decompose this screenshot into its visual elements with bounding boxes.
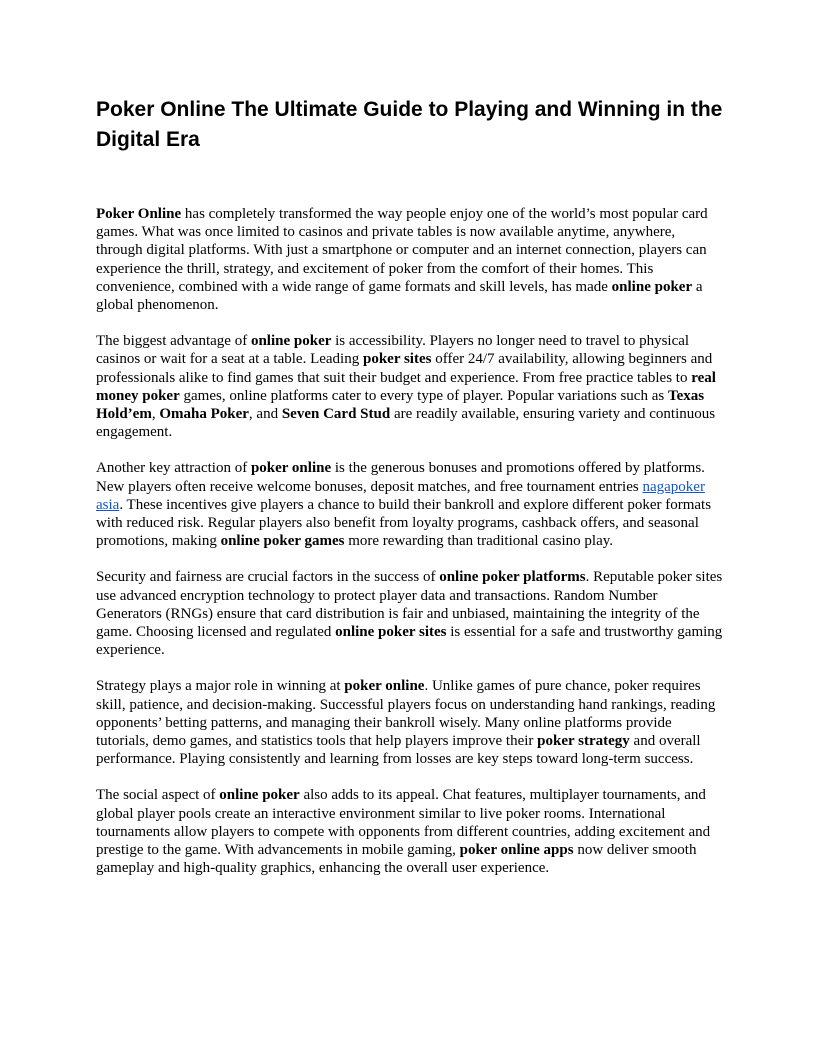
- body-text: Strategy plays a major role in winning at: [96, 678, 345, 695]
- body-text: Another key attraction of: [96, 460, 251, 477]
- bold-text: poker online: [344, 678, 425, 695]
- nagapoker-asia-link[interactable]: nagapoker asia: [96, 478, 705, 513]
- bold-text: online poker: [250, 333, 332, 350]
- bold-text: online poker platforms: [439, 569, 586, 586]
- bold-text: online poker sites: [335, 624, 447, 641]
- body-text: . These incentives give players a chance to build their bankroll and explore different poker formats with reduced risk. Regular players also benefit from loyalty programs, cashback offers, and seasonal promotions, making: [96, 496, 712, 550]
- body-text: has completely transformed the way people enjoy one of the world’s most popular card games. What was once limited to casinos and private tables is now available anytime, anywhere, through digital platforms. With just a smartphone or computer and an internet connection, players can experience the thrill, strategy, and excitement of poker from the comfort of their homes. This convenience, combined with a wide range of game formats and skill levels, has made: [96, 206, 708, 295]
- bold-text: online poker: [219, 787, 300, 804]
- page-title: Poker Online The Ultimate Guide to Playing and Winning in the Digital Era: [96, 98, 723, 151]
- bold-text: poker online: [250, 460, 332, 477]
- body-text: games, online platforms cater to every type of player. Popular variations such as: [179, 387, 668, 404]
- body-text: , and: [248, 406, 282, 423]
- bold-text: poker online apps: [459, 842, 574, 859]
- bold-text: Texas Hold’em: [96, 387, 705, 423]
- bold-text: online poker: [611, 278, 693, 295]
- bold-text: Omaha Poker: [159, 406, 249, 423]
- body-text: and overall performance. Playing consistently and learning from losses are key steps toward long-term success.: [96, 733, 701, 768]
- body-text: a global phenomenon.: [96, 278, 703, 314]
- paragraph-accessibility: [96, 332, 724, 441]
- paragraph-strategy: [96, 677, 724, 768]
- body-text: The social aspect of: [96, 787, 220, 804]
- article-body: [96, 205, 724, 878]
- paragraph-social: [96, 786, 724, 877]
- body-text: is essential for a safe and trustworthy gaming experience.: [96, 624, 723, 659]
- body-text: The biggest advantage of: [96, 333, 251, 350]
- paragraph-security: [96, 568, 724, 659]
- bold-text: poker strategy: [537, 733, 630, 750]
- bold-text: Poker Online: [96, 206, 182, 222]
- body-text: is accessibility. Players no longer need to travel to physical casinos or wait for a seat at a table. Leading: [96, 333, 690, 368]
- paragraph-bonuses: [96, 459, 724, 550]
- body-text: offer 24/7 availability, allowing beginners and professionals alike to find games that suit their budget and experience. From free practice tables to: [96, 351, 713, 386]
- paragraph-intro: [96, 205, 724, 314]
- bold-text: real money poker: [96, 369, 716, 404]
- body-text: is the generous bonuses and promotions offered by platforms. New players often receive welcome bonuses, deposit matches, and free tournament entries: [96, 460, 705, 495]
- body-text: also adds to its appeal. Chat features, multiplayer tournaments, and global player pools create an interactive environment similar to live poker rooms. International tournaments allow players to compete with opponents from different countries, adding excitement and prestige to the game. With advancements in mobile gaming,: [96, 787, 711, 859]
- bold-text: poker sites: [362, 351, 432, 368]
- body-text: ,: [151, 406, 160, 423]
- body-text: Security and fairness are crucial factors in the success of: [96, 569, 440, 586]
- body-text: now deliver smooth gameplay and high-quality graphics, enhancing the overall user experience.: [96, 842, 697, 877]
- body-text: more rewarding than traditional casino play.: [344, 533, 614, 550]
- body-text: are readily available, ensuring variety and continuous engagement.: [96, 406, 716, 441]
- bold-text: Seven Card Stud: [281, 406, 391, 423]
- body-text: . Unlike games of pure chance, poker requires skill, patience, and decision-making. Successful players focus on understanding hand rankings, reading opponents’ betting patterns, and managing their bankroll wisely. Many online platforms provide tutorials, demo games, and statistics tools that help players improve their: [96, 678, 716, 750]
- bold-text: online poker games: [220, 533, 345, 550]
- body-text: . Reputable poker sites use advanced encryption technology to protect player data and transactions. Random Number Generators (RNGs) ensure that card distribution is fair and unbiased, maintaining the integrity of the game. Choosing licensed and regulated: [96, 569, 723, 641]
